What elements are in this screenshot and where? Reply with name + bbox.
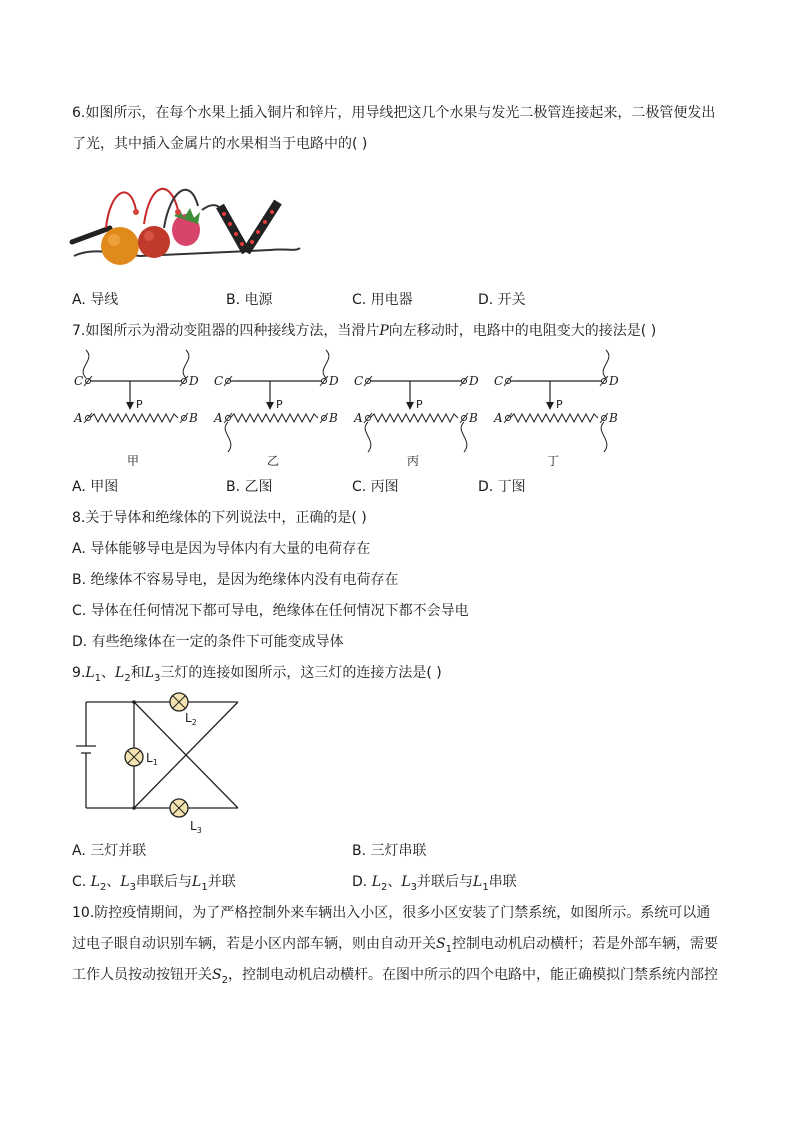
q6-option-b: B. 电源: [226, 292, 273, 308]
svg-text:C: C: [214, 374, 224, 388]
svg-text:C: C: [354, 374, 364, 388]
svg-text:A: A: [354, 411, 363, 425]
label-p: P: [136, 398, 143, 411]
svg-text:D: D: [609, 374, 619, 388]
caption-bing: 丙: [407, 454, 420, 468]
svg-text:B: B: [469, 411, 478, 425]
q9-option-d: D. $L_2$、$L_3$并联后与$L_1$串联: [352, 874, 517, 893]
caption-jia: 甲: [127, 454, 140, 468]
q7-stem: 7.如图所示为滑动变阻器的四种接线方法，当滑片P向左移动时，电路中的电阻变大的接法是( ): [72, 323, 657, 339]
svg-text:P: P: [416, 398, 423, 411]
svg-text:B: B: [329, 411, 338, 425]
lamp-l3: [170, 799, 188, 817]
rheostat-diagram-jia: [72, 348, 202, 473]
rheostat-diagram-ding: [492, 348, 622, 473]
svg-text:P: P: [556, 398, 563, 411]
q9-stem: $9.L_1$、$L_2$和$L_3$三灯的连接如图所示，这三灯的连接方法是( ): [72, 665, 442, 684]
svg-text:D: D: [469, 374, 479, 388]
fruit-battery-image: [70, 170, 310, 270]
q6-option-c: C. 用电器: [352, 292, 413, 308]
label-b: B: [189, 411, 198, 425]
caption-ding: 丁: [547, 454, 560, 468]
svg-text:C: C: [494, 374, 504, 388]
q6-line2: 了光，其中插入金属片的水果相当于电路中的( ): [72, 136, 368, 152]
svg-text:P: P: [276, 398, 283, 411]
svg-text:A: A: [214, 411, 223, 425]
label-c: C: [74, 374, 84, 388]
q8-option-b: B. 绝缘体不容易导电，是因为绝缘体内没有电荷存在: [72, 572, 399, 588]
q8-stem: 8.关于导体和绝缘体的下列说法中，正确的是( ): [72, 510, 367, 526]
q6-option-a: A. 导线: [72, 292, 119, 308]
q10-line2: 过电子眼自动识别车辆，若是小区内部车辆，则由自动开关$S_1$控制电动机启动横杆；若是外部车辆，需要: [72, 936, 718, 955]
led-strip-right: [246, 202, 278, 252]
label-l2: $L_2$: [185, 711, 197, 727]
lamp-l2: [170, 693, 188, 711]
q10-line3: 工作人员按动按钮开关$S_2$，控制电动机启动横杆。在图中所示的四个电路中，能正确模拟门禁系统内部控: [72, 967, 718, 986]
q7-option-c: C. 丙图: [352, 479, 399, 495]
q10-line1: 10.防控疫情期间，为了严格控制外来车辆出入小区，很多小区安装了门禁系统，如图所示。系统可以通: [72, 905, 711, 921]
q8-option-a: A. 导体能够导电是因为导体内有大量的电荷存在: [72, 541, 371, 557]
label-d: D: [189, 374, 199, 388]
label-l3: $L_3$: [190, 819, 202, 835]
three-lamp-circuit: [72, 690, 252, 835]
q7-option-b: B. 乙图: [226, 479, 273, 495]
rheostat-diagram-bing: [352, 348, 482, 473]
lamp-l1: [125, 748, 143, 766]
label-a: A: [74, 411, 83, 425]
q8-option-c: C. 导体在任何情况下都可导电，绝缘体在任何情况下都不会导电: [72, 603, 469, 619]
q7-option-a: A. 甲图: [72, 479, 119, 495]
q8-option-d: D. 有些绝缘体在一定的条件下可能变成导体: [72, 634, 344, 650]
pomegranate-fruit: [138, 226, 170, 258]
svg-text:D: D: [329, 374, 339, 388]
label-l1: $L_1$: [146, 751, 158, 767]
q9-option-c: C. $L_2$、$L_3$串联后与$L_1$并联: [72, 874, 236, 893]
caption-yi: 乙: [267, 454, 280, 468]
rheostat-diagram-yi: [212, 348, 342, 473]
svg-text:A: A: [494, 411, 503, 425]
q6-line1: 6.如图所示，在每个水果上插入铜片和锌片，用导线把这几个水果与发光二极管连接起来，二极管便发出: [72, 105, 716, 121]
orange-fruit: [101, 227, 139, 265]
svg-text:B: B: [609, 411, 618, 425]
q9-option-a: A. 三灯并联: [72, 843, 147, 859]
q7-option-d: D. 丁图: [478, 479, 526, 495]
q6-option-d: D. 开关: [478, 292, 526, 308]
q9-option-b: B. 三灯串联: [352, 843, 427, 859]
